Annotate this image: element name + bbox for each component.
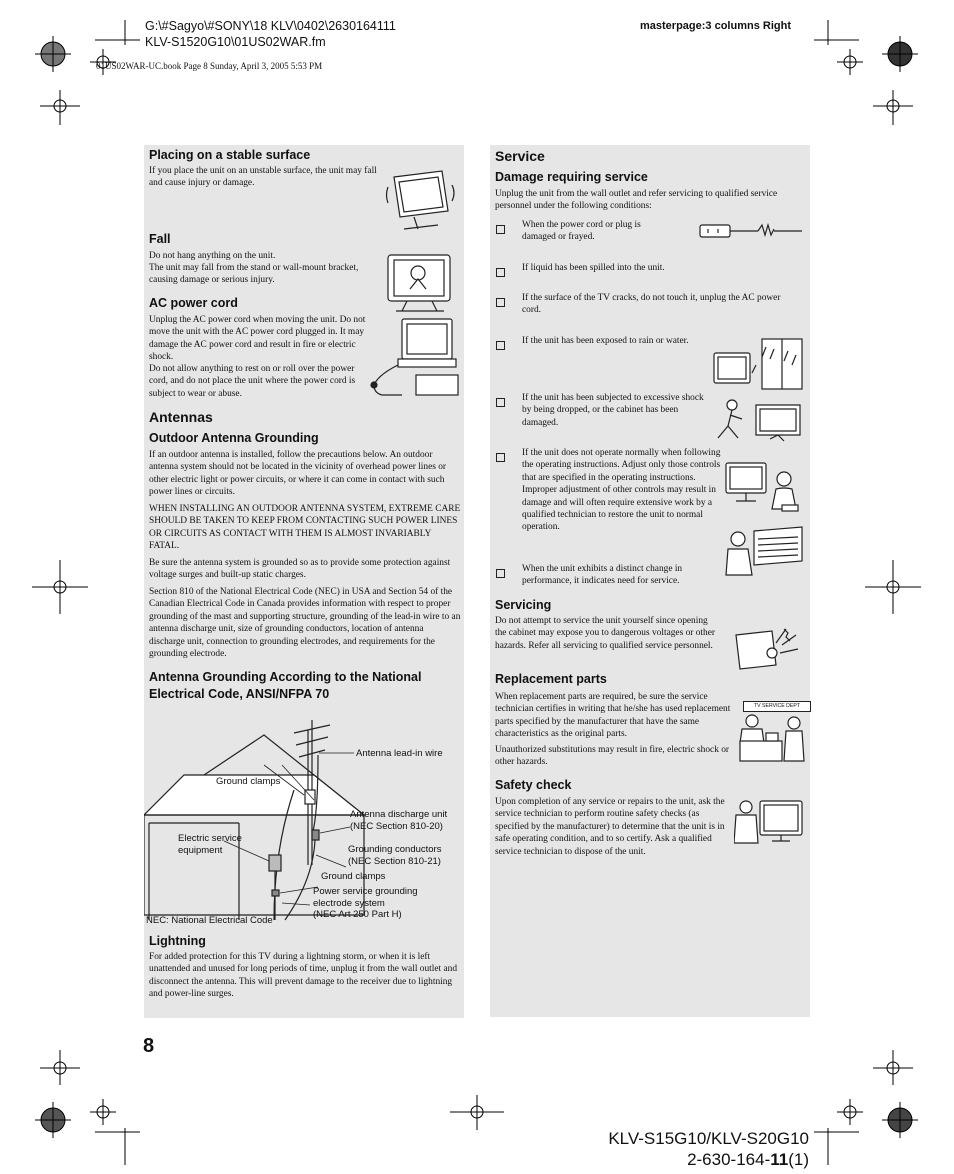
ac-power-cord-heading: AC power cord: [149, 296, 238, 310]
condition-text-6: If the unit does not operate normally when following the operating instructions. Adjust only those controls that are specified in the operating instructions. Improper adjustment of other controls may result in damage and will often require extensive work by a qualified technician to restore the unit to normal operation.: [522, 448, 721, 533]
dropped-tv-illustration: [712, 395, 806, 445]
checkbox-icon: [496, 294, 505, 312]
outdoor-antenna-para-1: If an outdoor antenna is installed, follow the precautions below. An outdoor antenna system should not be located in the vicinity of overhead power lines or other electric light or power circuits, or where it can come in contact with such power lines or circuits.: [149, 450, 447, 498]
power-cord-illustration: [368, 315, 462, 399]
grounding-nec-heading: Antenna Grounding According to the National Electrical Code, ANSI/NFPA 70: [149, 670, 422, 701]
stable-surface-heading: Placing on a stable surface: [149, 148, 311, 162]
part-code: [509, 1149, 809, 1170]
masterpage-label: masterpage:3 columns Right: [640, 20, 791, 32]
label-grounding-conductors: [348, 844, 441, 867]
fall-text-1: Do not hang anything on the unit.: [149, 251, 276, 261]
label-power-line2: electrode system: [313, 897, 385, 909]
damage-text: Unplug the unit from the wall outlet and refer servicing to qualified service personnel under the following conditions:: [495, 189, 778, 212]
file-path-header: [145, 18, 396, 50]
tilting-tv-illustration: [384, 167, 464, 233]
label-power-line1: Power service grounding: [313, 886, 418, 897]
label-power-line3: (NEC Art 250 Part H): [313, 909, 402, 920]
ac-power-cord-text-1: Unplug the AC power cord when moving the unit. Do not move the unit with the AC power cord plugged in. It may damage the AC power cord and result in fire or electric shock.: [149, 315, 366, 363]
tv-phone-illustration: [724, 455, 806, 515]
page-number: 8: [143, 1035, 155, 1057]
outdoor-antenna-para-4: Section 810 of the National Electrical Code (NEC) in USA and Section 54 of the Canadian Electrical Code in Canada provides information with respect to proper grounding of the mast and supporting structure, grounding of the lead-in wire to an antenna discharge unit, size of grounding conductors, location of antenna discharge unit, connection to grounding electrodes, and requirements for the grounding electrode.: [149, 587, 461, 660]
checkbox-icon: [496, 337, 505, 355]
condition-text-5: If the unit has been subjected to excessive shock by being dropped, or the cabinet has been damaged.: [522, 393, 704, 428]
replacement-parts-text-2: Unauthorized substitutions may result in fire, electric shock or other hazards.: [495, 745, 730, 768]
ac-power-cord-text-2: Do not allow anything to rest on or roll over the power cord, and do not place the unit where the power cord is subject to wear or abuse.: [149, 364, 356, 399]
service-heading: Service: [495, 148, 545, 164]
label-ground-clamps-bottom: Ground clamps: [321, 871, 386, 882]
lightning-text: For added protection for this TV during a lightning storm, or when it is left unattended and unused for long periods of time, unplug it from the wall outlet and disconnect the antenna. This will prevent damage to the receiver due to lightning and power-line surges.: [149, 952, 458, 1000]
checkbox-icon: [496, 565, 505, 583]
label-antenna-lead-in: Antenna lead-in wire: [356, 748, 443, 759]
condition-text-2: If liquid has been spilled into the unit.: [522, 263, 665, 273]
model-names: KLV-S15G10/KLV-S20G10: [608, 1129, 809, 1148]
rain-tv-illustration: [710, 335, 806, 393]
tv-service-sign: TV SERVICE DEPT: [743, 701, 811, 712]
checkbox-icon: [496, 449, 505, 467]
technician-illustration: [724, 525, 806, 581]
label-ground-clamps-top: Ground clamps: [216, 776, 281, 787]
antennas-heading: Antennas: [149, 409, 213, 425]
damage-heading: Damage requiring service: [495, 170, 648, 184]
label-electric-line1: Electric service: [178, 833, 242, 844]
safety-check-heading: Safety check: [495, 778, 572, 792]
open-cabinet-illustration: [732, 623, 804, 673]
label-discharge-line1: Antenna discharge unit: [350, 809, 448, 820]
part-code-bold: 11: [770, 1150, 789, 1169]
label-electric-service: [178, 833, 242, 856]
safety-check-illustration: [734, 797, 806, 847]
right-column: [490, 145, 810, 1017]
frayed-cord-illustration: [698, 219, 806, 243]
replacement-parts-text-1: When replacement parts are required, be sure the service technician certifies in writing that he/she has used replacement parts specified by the manufacturer that have the same characteristics as the original parts.: [495, 692, 731, 740]
model-footer: [509, 1128, 809, 1170]
servicing-text: Do not attempt to service the unit yourself since opening the cabinet may expose you to dangerous voltages or other hazards. Refer all servicing to qualified service personnel.: [495, 616, 715, 651]
fall-heading: Fall: [149, 232, 171, 246]
label-electric-line2: equipment: [178, 844, 223, 856]
replacement-parts-heading: Replacement parts: [495, 672, 607, 686]
condition-text-1: When the power cord or plug is damaged or frayed.: [522, 220, 641, 243]
checkbox-icon: [496, 264, 505, 282]
part-code-suffix: (1): [788, 1150, 809, 1169]
hanging-tv-illustration: [382, 249, 464, 317]
lightning-heading: Lightning: [149, 934, 206, 948]
book-stamp: 01US02WAR-UC.book Page 8 Sunday, April 3, 2005 5:53 PM: [96, 61, 323, 71]
left-column: [144, 145, 464, 1018]
outdoor-antenna-warning: WHEN INSTALLING AN OUTDOOR ANTENNA SYSTEM, EXTREME CARE SHOULD BE TAKEN TO KEEP FROM CONTACTING SUCH POWER LINES OR CIRCUITS AS CONTACT WITH THEM IS ALMOST INVARIABLY FATAL.: [149, 504, 461, 552]
condition-text-7: When the unit exhibits a distinct change in performance, it indicates need for service.: [522, 564, 683, 587]
label-power-service: [313, 886, 418, 921]
outdoor-antenna-para-3: Be sure the antenna system is grounded so as to provide some protection against voltage surges and built-up static charges.: [149, 558, 451, 581]
checkbox-icon: [496, 221, 505, 239]
service-counter-illustration: [738, 711, 808, 765]
fall-text-2: The unit may fall from the stand or wall-mount bracket, causing damage or serious injury.: [149, 263, 359, 286]
label-discharge-line2: (NEC Section 810-20): [350, 820, 443, 832]
part-code-prefix: 2-630-164-: [687, 1150, 771, 1169]
stable-surface-text: If you place the unit on an unstable surface, the unit may fall and cause injury or damage.: [149, 166, 377, 189]
label-conductors-line1: Grounding conductors: [348, 844, 442, 855]
condition-text-3: If the surface of the TV cracks, do not touch it, unplug the AC power cord.: [522, 293, 781, 316]
servicing-heading: Servicing: [495, 598, 552, 612]
checkbox-icon: [496, 394, 505, 412]
label-conductors-line2: (NEC Section 810-21): [348, 855, 441, 867]
label-nec: NEC: National Electrical Code: [146, 915, 273, 926]
outdoor-antenna-heading: Outdoor Antenna Grounding: [149, 431, 319, 445]
condition-text-4: If the unit has been exposed to rain or water.: [522, 336, 689, 346]
label-discharge-unit: [350, 809, 447, 832]
file-path-line2: KLV-S1520G10\01US02WAR.fm: [145, 35, 326, 49]
file-path-line1: G:\#Sagyo\#SONY\18 KLV\0402\2630164111: [145, 19, 396, 33]
safety-check-text: Upon completion of any service or repairs to the unit, ask the service technician to perform routine safety checks (as specified by the manufacturer) to determine that the unit is in safe operating condition, and to so certify. Ask a qualified service technician to dispose of the unit.: [495, 797, 725, 857]
